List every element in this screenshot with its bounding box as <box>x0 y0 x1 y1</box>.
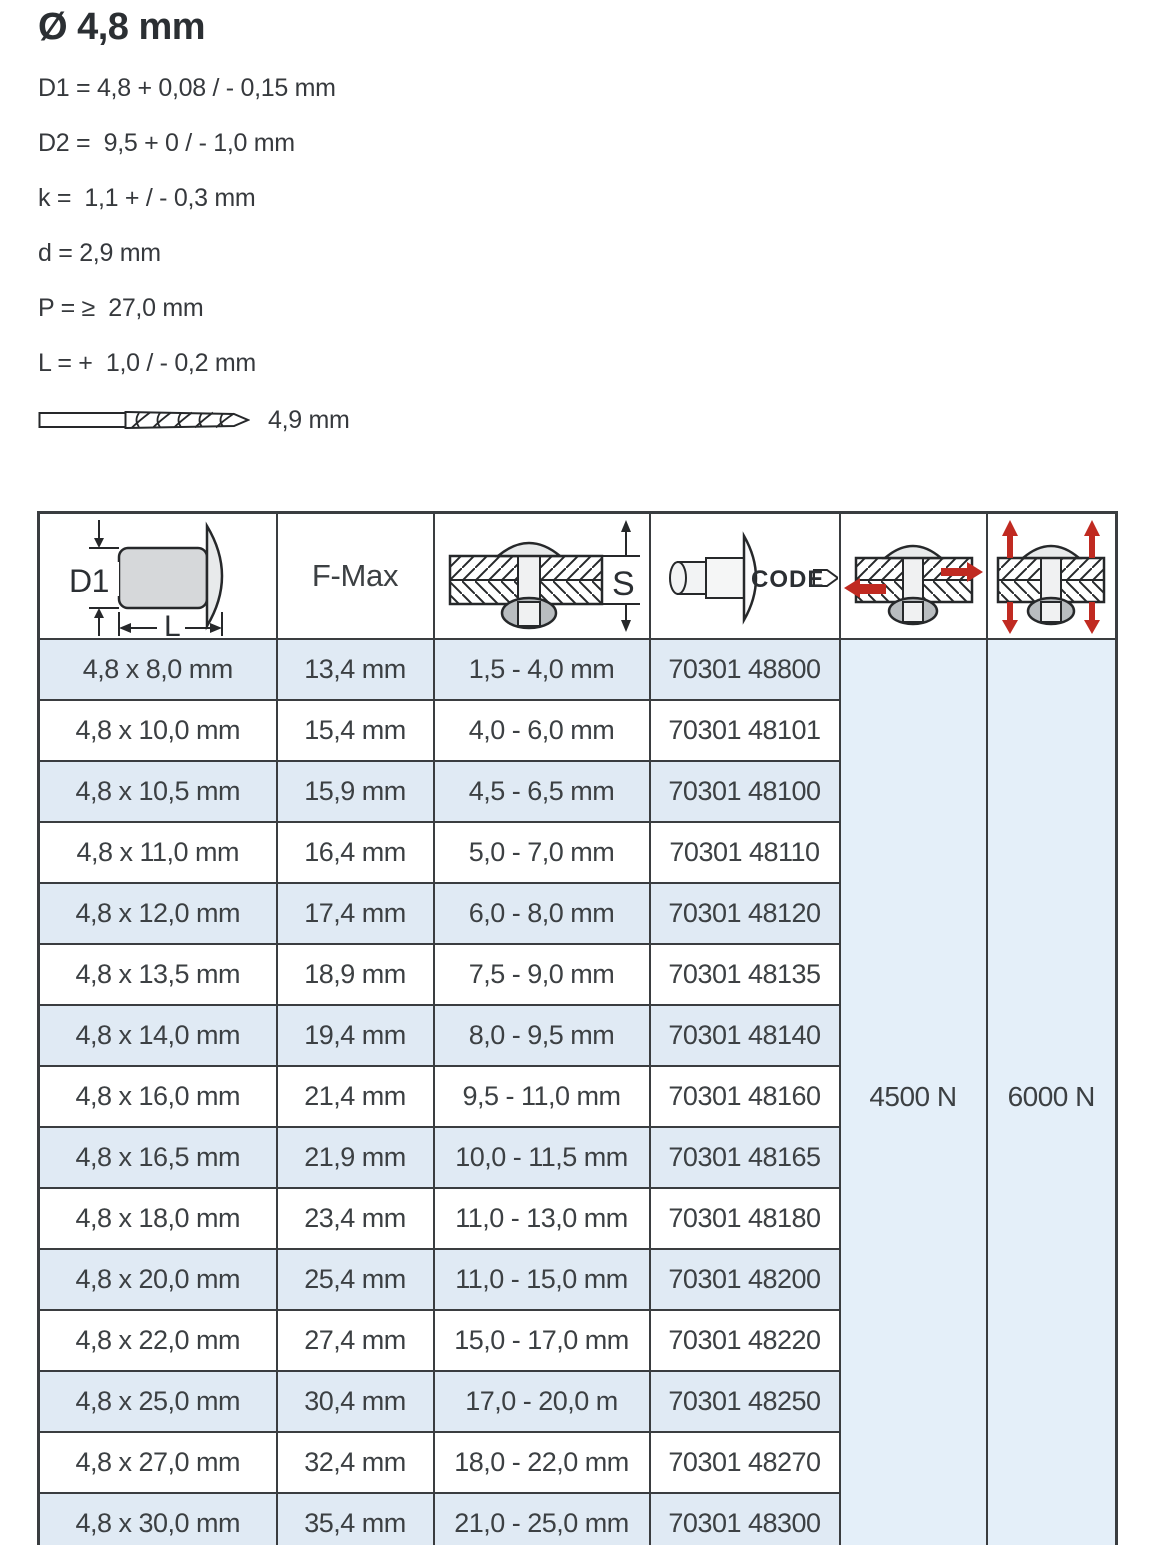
grip-s-label: S <box>611 565 634 603</box>
shear-strength-diagram <box>842 516 985 636</box>
table-header-row <box>39 513 1117 640</box>
article-code: 70301 48110 <box>650 822 840 883</box>
grip-range: 10,0 - 11,5 mm <box>434 1127 650 1188</box>
fmax-value: 21,9 mm <box>277 1127 434 1188</box>
article-code: 70301 48101 <box>650 700 840 761</box>
rivet-dimension-diagram <box>41 516 275 636</box>
rivet-size: 4,8 x 14,0 mm <box>39 1005 277 1066</box>
header-tensile-cell <box>987 513 1117 640</box>
article-code: 70301 48300 <box>650 1493 840 1545</box>
spec-d1: D1 = 4,8 + 0,08 / - 0,15 mm <box>38 74 336 102</box>
header-fmax-cell: F-Max <box>277 513 434 640</box>
fmax-value: 13,4 mm <box>277 639 434 700</box>
header-grip-cell <box>434 513 650 640</box>
grip-range: 21,0 - 25,0 mm <box>434 1493 650 1545</box>
rivet-table <box>37 511 1118 1545</box>
rivet-size: 4,8 x 22,0 mm <box>39 1310 277 1371</box>
drill-bit-icon <box>38 405 250 435</box>
article-code: 70301 48140 <box>650 1005 840 1066</box>
grip-range: 8,0 - 9,5 mm <box>434 1005 650 1066</box>
fmax-value: 23,4 mm <box>277 1188 434 1249</box>
spec-k: k = 1,1 + / - 0,3 mm <box>38 184 256 212</box>
fmax-value: 17,4 mm <box>277 883 434 944</box>
grip-range: 9,5 - 11,0 mm <box>434 1066 650 1127</box>
header-shear-cell <box>840 513 987 640</box>
drill-diameter: 4,9 mm <box>268 405 350 434</box>
rivet-size: 4,8 x 10,5 mm <box>39 761 277 822</box>
article-code: 70301 48270 <box>650 1432 840 1493</box>
spec-d: d = 2,9 mm <box>38 239 161 267</box>
tensile-strength-diagram <box>988 516 1114 636</box>
spec-p: P = ≥ 27,0 mm <box>38 294 204 322</box>
fmax-value: 21,4 mm <box>277 1066 434 1127</box>
page-title: Ø 4,8 mm <box>38 6 206 48</box>
grip-range: 4,5 - 6,5 mm <box>434 761 650 822</box>
header-dimension-cell <box>39 513 277 640</box>
rivet-size: 4,8 x 11,0 mm <box>39 822 277 883</box>
dim-l-label: L <box>163 610 180 636</box>
rivet-size: 4,8 x 30,0 mm <box>39 1493 277 1545</box>
fmax-value: 30,4 mm <box>277 1371 434 1432</box>
grip-range: 6,0 - 8,0 mm <box>434 883 650 944</box>
header-code-cell <box>650 513 840 640</box>
fmax-value: 15,9 mm <box>277 761 434 822</box>
rivet-size: 4,8 x 12,0 mm <box>39 883 277 944</box>
table-row <box>39 639 1117 700</box>
rivet-size: 4,8 x 10,0 mm <box>39 700 277 761</box>
grip-range-diagram <box>436 516 648 636</box>
rivet-size: 4,8 x 13,5 mm <box>39 944 277 1005</box>
fmax-value: 35,4 mm <box>277 1493 434 1545</box>
grip-range: 18,0 - 22,0 mm <box>434 1432 650 1493</box>
article-code: 70301 48800 <box>650 639 840 700</box>
shear-strength-value: 4500 N <box>840 639 987 1545</box>
rivet-size: 4,8 x 27,0 mm <box>39 1432 277 1493</box>
article-code: 70301 48200 <box>650 1249 840 1310</box>
grip-range: 17,0 - 20,0 m <box>434 1371 650 1432</box>
fmax-value: 19,4 mm <box>277 1005 434 1066</box>
article-code: 70301 48135 <box>650 944 840 1005</box>
spec-l: L = + 1,0 / - 0,2 mm <box>38 349 256 377</box>
article-code: 70301 48180 <box>650 1188 840 1249</box>
dim-d1-label: D1 <box>68 563 109 599</box>
code-label: CODE <box>750 566 824 593</box>
rivet-size: 4,8 x 18,0 mm <box>39 1188 277 1249</box>
article-code: 70301 48220 <box>650 1310 840 1371</box>
fmax-value: 32,4 mm <box>277 1432 434 1493</box>
rivet-size: 4,8 x 8,0 mm <box>39 639 277 700</box>
article-code: 70301 48100 <box>650 761 840 822</box>
grip-range: 4,0 - 6,0 mm <box>434 700 650 761</box>
grip-range: 1,5 - 4,0 mm <box>434 639 650 700</box>
article-code: 70301 48250 <box>650 1371 840 1432</box>
rivet-size: 4,8 x 20,0 mm <box>39 1249 277 1310</box>
drill-row <box>38 401 350 439</box>
grip-range: 15,0 - 17,0 mm <box>434 1310 650 1371</box>
rivet-size: 4,8 x 16,5 mm <box>39 1127 277 1188</box>
fmax-value: 27,4 mm <box>277 1310 434 1371</box>
fmax-value: 25,4 mm <box>277 1249 434 1310</box>
spec-d2: D2 = 9,5 + 0 / - 1,0 mm <box>38 129 295 157</box>
article-code: 70301 48120 <box>650 883 840 944</box>
fmax-value: 15,4 mm <box>277 700 434 761</box>
rivet-code-diagram <box>652 516 838 636</box>
grip-range: 11,0 - 15,0 mm <box>434 1249 650 1310</box>
rivet-size: 4,8 x 25,0 mm <box>39 1371 277 1432</box>
article-code: 70301 48165 <box>650 1127 840 1188</box>
grip-range: 7,5 - 9,0 mm <box>434 944 650 1005</box>
fmax-value: 18,9 mm <box>277 944 434 1005</box>
grip-range: 11,0 - 13,0 mm <box>434 1188 650 1249</box>
spec-block <box>38 6 350 439</box>
rivet-size: 4,8 x 16,0 mm <box>39 1066 277 1127</box>
fmax-value: 16,4 mm <box>277 822 434 883</box>
tensile-strength-value: 6000 N <box>987 639 1117 1545</box>
article-code: 70301 48160 <box>650 1066 840 1127</box>
grip-range: 5,0 - 7,0 mm <box>434 822 650 883</box>
